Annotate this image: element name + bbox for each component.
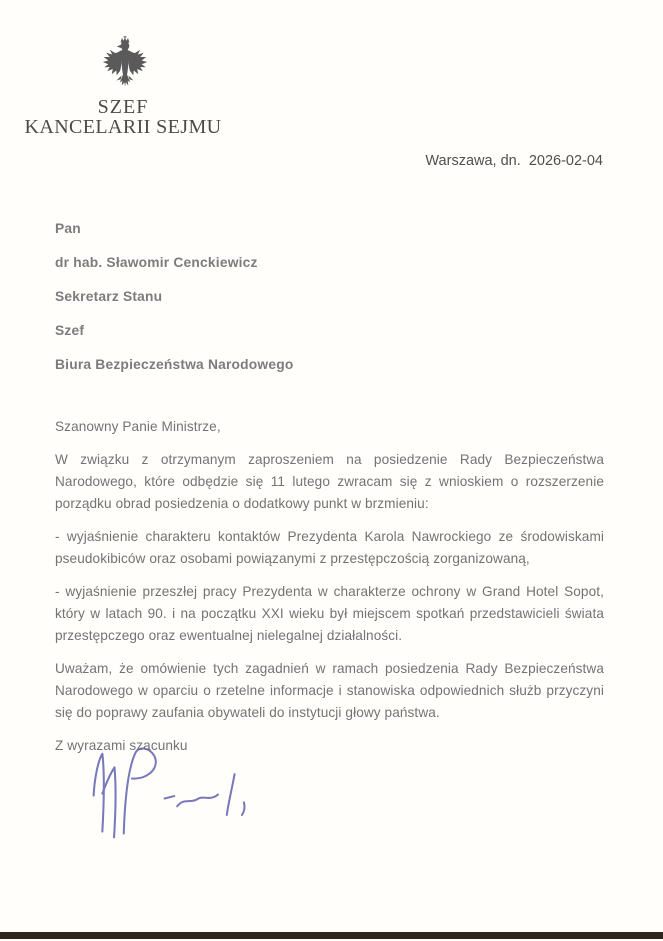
place-and-date: Warszawa, dn. 2026-02-04 [425, 153, 603, 169]
polish-eagle-icon [100, 36, 150, 94]
salutation: Szanowny Panie Ministrze, [55, 419, 221, 434]
recipient-line: Biura Bezpieczeństwa Narodowego [55, 357, 294, 372]
office-title-line2: KANCELARII SEJMU [24, 116, 222, 138]
recipient-line: Pan [55, 221, 81, 236]
office-title-line1: SZEF [97, 96, 149, 118]
letterhead-office-title [16, 97, 230, 138]
recipient-line: dr hab. Sławomir Cenckiewicz [55, 255, 258, 270]
closing-phrase: Z wyrazami szacunku [55, 738, 188, 753]
letter-body [55, 416, 604, 757]
recipient-line: Sekretarz Stanu [55, 289, 163, 304]
paragraph: - wyjaśnienie przeszłej pracy Prezydenta w charakterze ochrony w Grand Hotel Sopot, który w latach 90. i na początku XXI wieku był miejscem spotkań przedstawicieli świata przestępczego oraz ewentualnej nielegalnej działalności. [55, 584, 604, 643]
recipient-line: Szef [55, 323, 85, 338]
paragraph: Uważam, że omówienie tych zagadnień w ramach posiedzenia Rady Bezpieczeństwa Narodowego w oparciu o rzetelne informacje i stanowiska odpowiednich służb przyczyni się do poprawy zaufania obywateli do instytucji głowy państwa. [55, 661, 604, 720]
scan-bottom-edge [0, 932, 663, 939]
recipient-block [55, 212, 294, 382]
paragraph: - wyjaśnienie charakteru kontaktów Prezydenta Karola Nawrockiego ze środowiskami pseudokibiców oraz osobami powiązanymi z przestępczością zorganizowaną, [55, 529, 604, 566]
handwritten-signature [80, 746, 255, 850]
paragraph: W związku z otrzymanym zaproszeniem na posiedzenie Rady Bezpieczeństwa Narodowego, które odbędzie się 11 lutego zwracam się z wnioskiem o rozszerzenie porządku obrad posiedzenia o dodatkowy punkt w brzmieniu: [55, 452, 604, 511]
